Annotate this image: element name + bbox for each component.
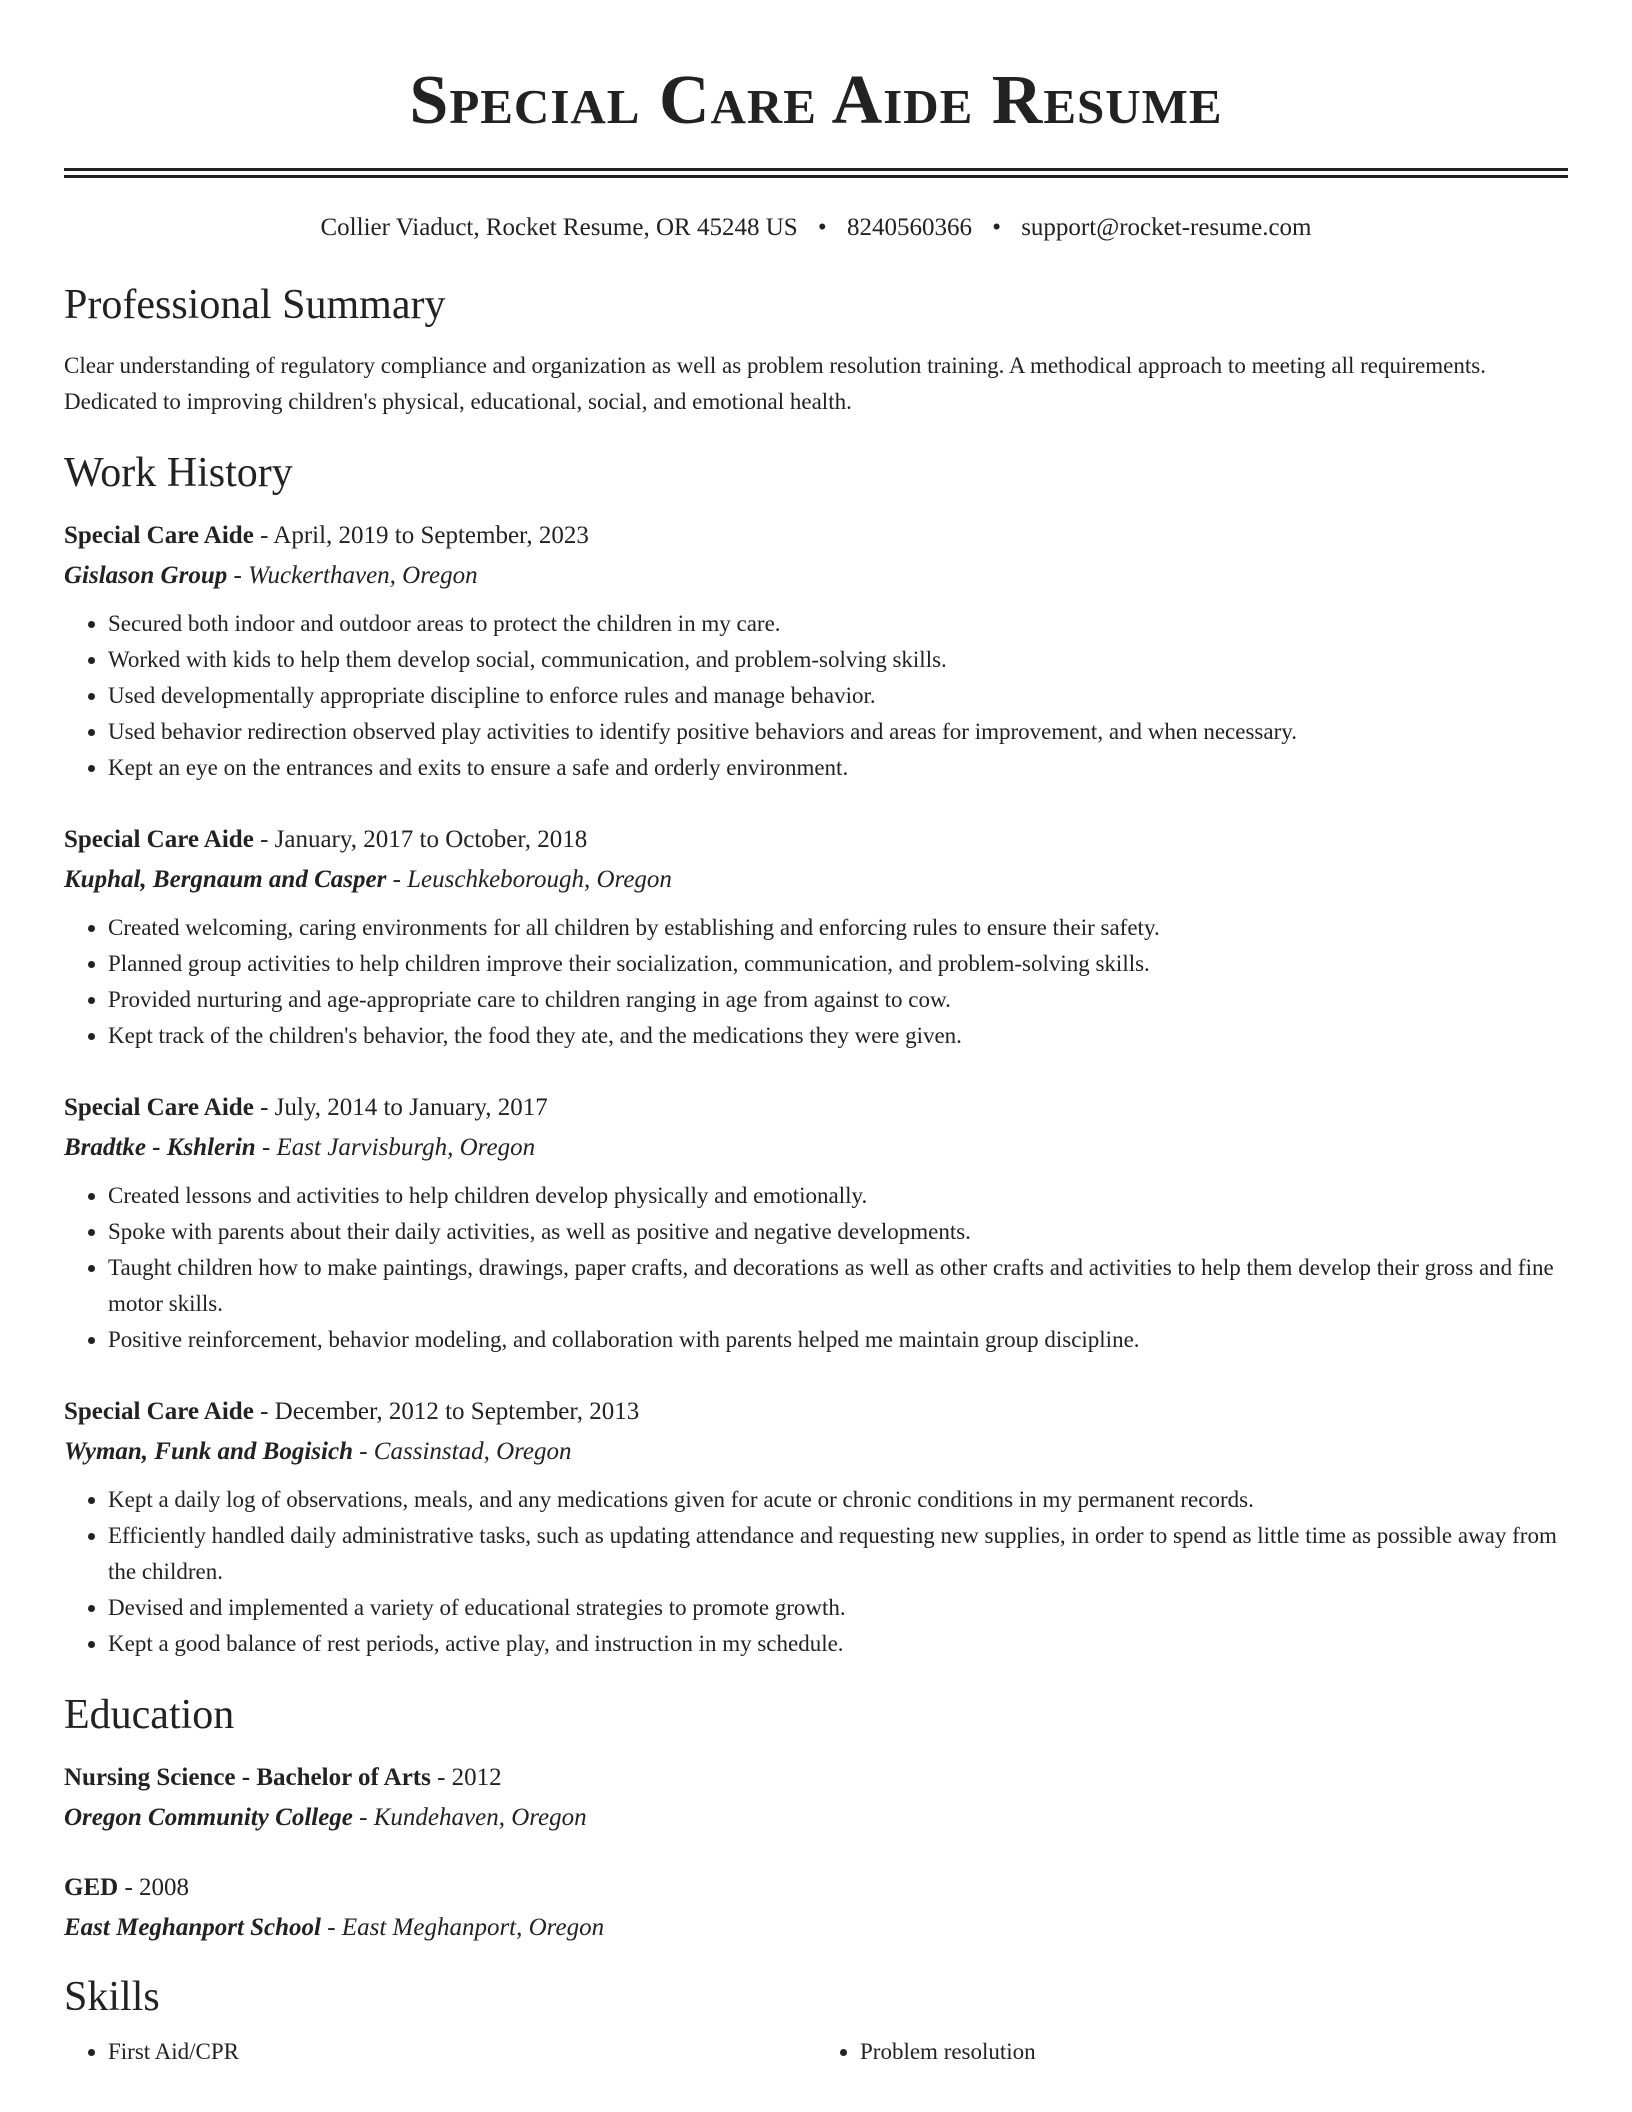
job-bullet: • Used developmentally appropriate discipline to enforce rules and manage behavior.: [108, 678, 1568, 714]
job-title: Special Care Aide: [64, 522, 254, 549]
job-entry: [64, 1392, 1568, 1662]
skill-item: • First Aid/CPR: [108, 2034, 816, 2070]
job-location: - East Jarvisburgh, Oregon: [255, 1134, 536, 1161]
job-company: Kuphal, Bergnaum and Casper: [64, 866, 387, 893]
summary-text: Clear understanding of regulatory compliance and organization as well as problem resolution training. A methodical approach to meeting all requirements. Dedicated to improving children's physical, educational, social, and emotional health.: [64, 353, 1486, 414]
job-entry: [64, 516, 1568, 786]
job-bullet: • Created lessons and activities to help children develop physically and emotionally.: [108, 1178, 1568, 1214]
job-bullet: • Worked with kids to help them develop social, communication, and problem-solving skills.: [108, 642, 1568, 678]
job-company: Wyman, Funk and Bogisich: [64, 1438, 353, 1465]
job-bullet: • Kept a good balance of rest periods, active play, and instruction in my schedule.: [108, 1626, 1568, 1662]
job-title: Special Care Aide: [64, 1094, 254, 1121]
education-degree-line: [64, 1758, 1568, 1798]
resume-title: Special Care Aide Resume: [409, 62, 1223, 139]
job-bullets: [64, 1178, 1568, 1358]
job-location: - Wuckerthaven, Oregon: [227, 562, 478, 589]
education-degree: GED: [64, 1874, 119, 1901]
skills-column-right: [816, 2034, 1568, 2070]
education-entry: [64, 1868, 1568, 1948]
job-header: [64, 516, 1568, 556]
education-year: - 2012: [430, 1764, 502, 1791]
summary-heading: Professional Summary: [64, 282, 446, 328]
job-bullets: [64, 910, 1568, 1054]
job-title: Special Care Aide: [64, 1398, 254, 1425]
skills-heading: Skills: [64, 1974, 160, 2020]
contact-separator: •: [817, 214, 827, 241]
job-header: [64, 1088, 1568, 1128]
title-divider: [64, 168, 1568, 178]
education-school-line: [64, 1908, 1568, 1948]
job-bullets: [64, 606, 1568, 786]
contact-address: Collier Viaduct, Rocket Resume, OR 45248 US: [320, 214, 798, 241]
job-entry: [64, 1088, 1568, 1358]
education-school: Oregon Community College: [64, 1804, 353, 1831]
job-employer: [64, 860, 1568, 900]
education-heading: Education: [64, 1692, 235, 1738]
job-dates: - July, 2014 to January, 2017: [253, 1094, 548, 1121]
education-entry: [64, 1758, 1568, 1838]
job-company: Bradtke - Kshlerin: [64, 1134, 256, 1161]
contact-phone: 8240560366: [846, 214, 972, 241]
job-dates: - January, 2017 to October, 2018: [253, 826, 588, 853]
skills-list: [64, 2034, 1568, 2070]
education-location: - Kundehaven, Oregon: [352, 1804, 587, 1831]
job-bullet: • Spoke with parents about their daily activities, as well as positive and negative developments.: [108, 1214, 1568, 1250]
job-bullet: • Planned group activities to help children improve their socialization, communication, and problem-solving skills.: [108, 946, 1568, 982]
education-degree-line: [64, 1868, 1568, 1908]
job-entry: [64, 820, 1568, 1054]
job-bullet: • Taught children how to make paintings, drawings, paper crafts, and decorations as well as other crafts and activities to help them develop their gross and fine motor skills.: [108, 1250, 1568, 1322]
job-dates: - April, 2019 to September, 2023: [253, 522, 589, 549]
job-employer: [64, 1128, 1568, 1168]
contact-separator: •: [992, 214, 1001, 241]
job-company: Gislason Group: [64, 562, 228, 589]
job-bullet: • Kept track of the children's behavior, the food they ate, and the medications they were given.: [108, 1018, 1568, 1054]
job-location: - Cassinstad, Oregon: [352, 1438, 572, 1465]
job-bullet: • Devised and implemented a variety of educational strategies to promote growth.: [108, 1590, 1568, 1626]
resume-page: [64, 0, 1568, 2070]
contact-line: [64, 212, 1568, 244]
education-school-line: [64, 1798, 1568, 1838]
education-school: East Meghanport School: [64, 1914, 322, 1941]
skill-item: • Problem resolution: [860, 2034, 1568, 2070]
job-header: [64, 820, 1568, 860]
skills-column-left: [64, 2034, 816, 2070]
job-employer: [64, 1432, 1568, 1472]
education-location: - East Meghanport, Oregon: [321, 1914, 605, 1941]
job-bullet: • Provided nurturing and age-appropriate care to children ranging in age from against to cow.: [108, 982, 1568, 1018]
contact-email: support@rocket-resume.com: [1021, 214, 1312, 241]
job-bullets: [64, 1482, 1568, 1662]
job-location: - Leuschkeborough, Oregon: [386, 866, 672, 893]
job-bullet: • Kept a daily log of observations, meals, and any medications given for acute or chronic conditions in my permanent records.: [108, 1482, 1568, 1518]
job-bullet: • Kept an eye on the entrances and exits to ensure a safe and orderly environment.: [108, 750, 1568, 786]
work-history-heading: Work History: [64, 450, 293, 496]
job-bullet: • Secured both indoor and outdoor areas to protect the children in my care.: [108, 606, 1568, 642]
job-bullet: • Used behavior redirection observed play activities to identify positive behaviors and areas for improvement, and when necessary.: [108, 714, 1568, 750]
job-bullet: • Efficiently handled daily administrative tasks, such as updating attendance and requesting new supplies, in order to spend as little time as possible away from the children.: [108, 1518, 1568, 1590]
job-dates: - December, 2012 to September, 2013: [253, 1398, 640, 1425]
job-header: [64, 1392, 1568, 1432]
education-year: - 2008: [118, 1874, 190, 1901]
job-bullet: • Created welcoming, caring environments for all children by establishing and enforcing rules to ensure their safety.: [108, 910, 1568, 946]
job-employer: [64, 556, 1568, 596]
job-title: Special Care Aide: [64, 826, 254, 853]
job-bullet: • Positive reinforcement, behavior modeling, and collaboration with parents helped me maintain group discipline.: [108, 1322, 1568, 1358]
education-degree: Nursing Science - Bachelor of Arts: [64, 1764, 431, 1791]
